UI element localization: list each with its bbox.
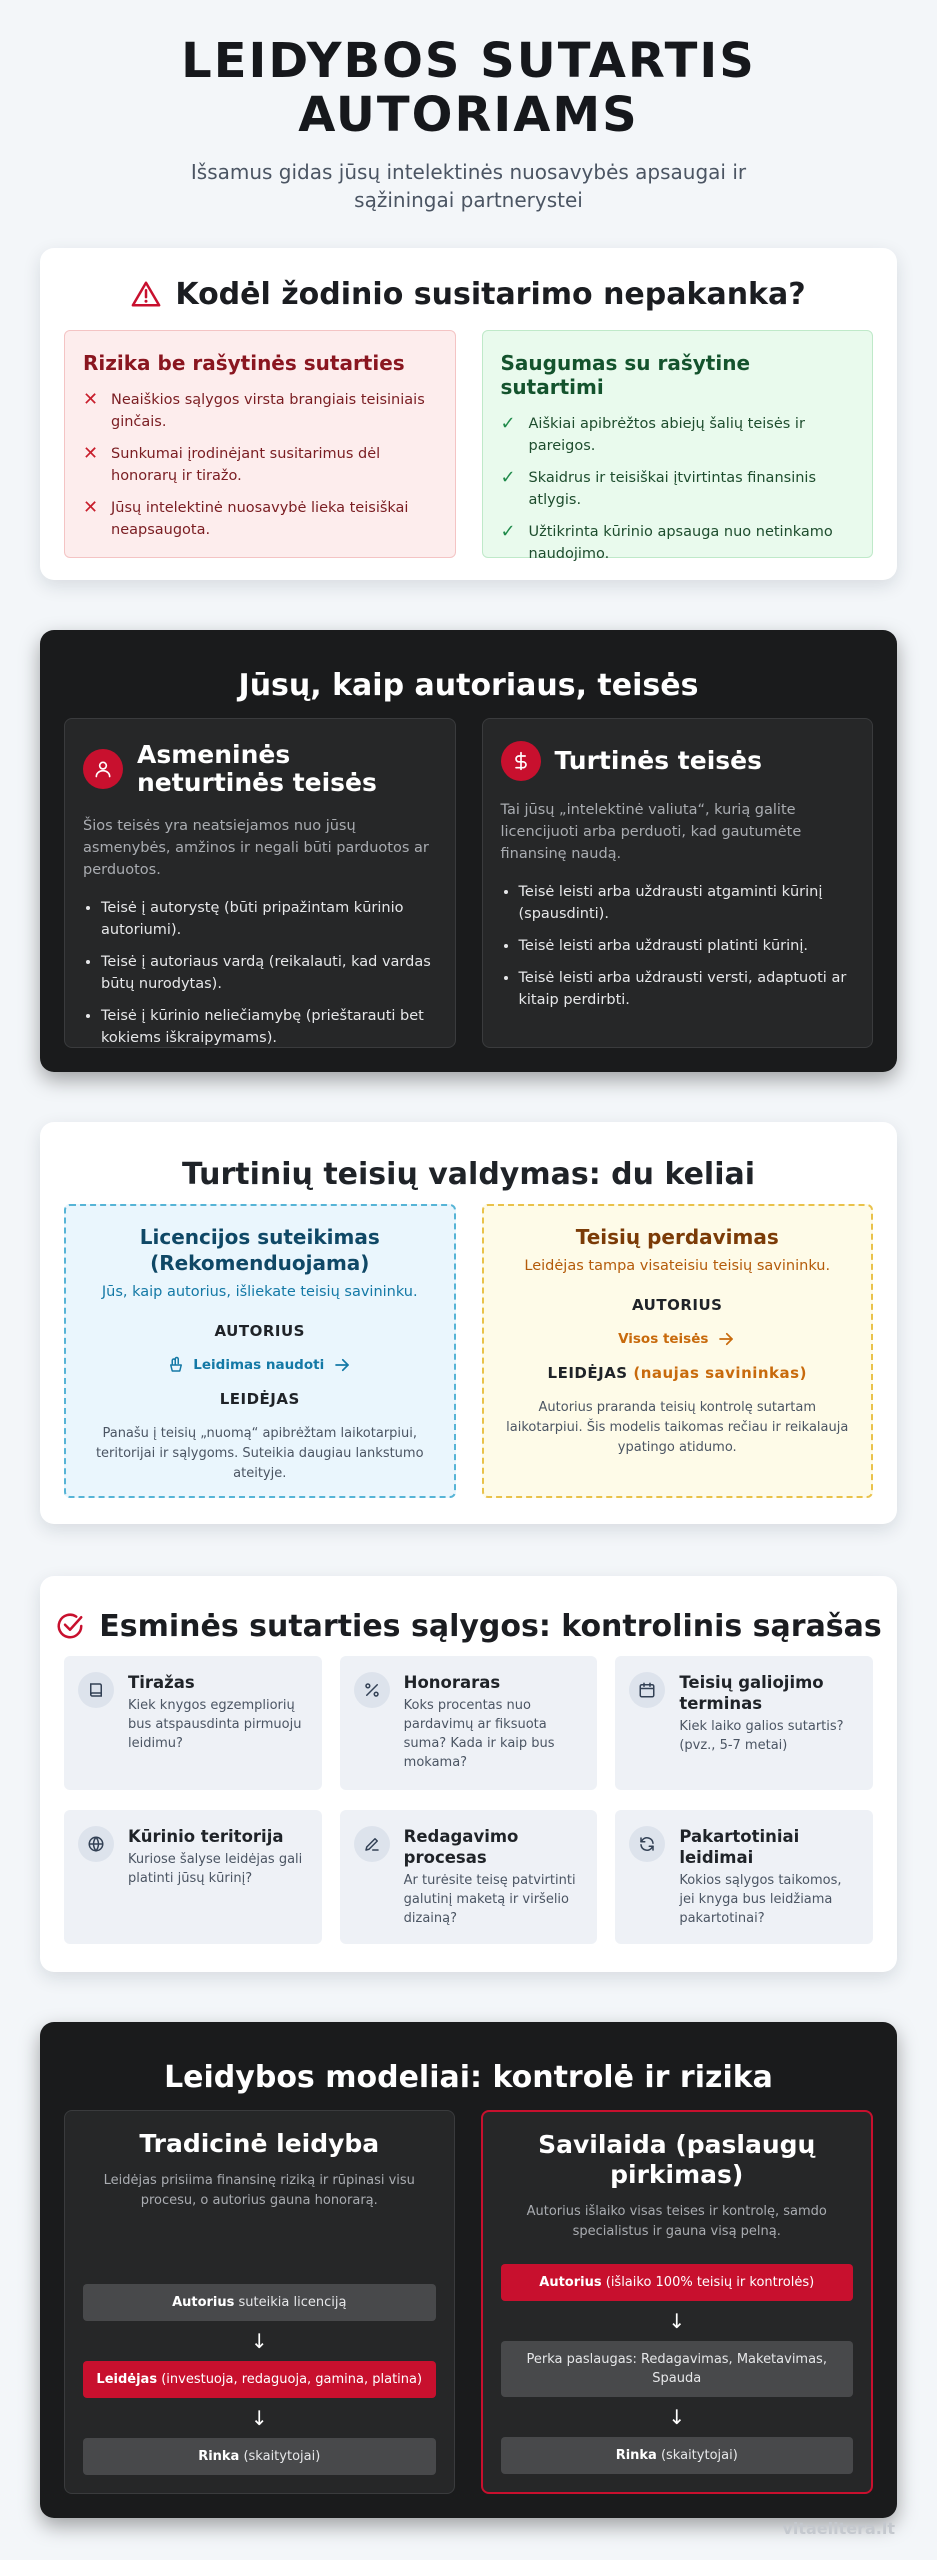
check-icon: ✓ — [500, 521, 516, 542]
self-steps — [501, 2264, 854, 2474]
globe-icon — [78, 1826, 114, 1862]
list-item: ✓ Užtikrinta kūrinio apsauga nuo netinkamo naudojimo. — [501, 521, 855, 565]
risk-section-title — [40, 248, 897, 318]
transfer-to: LEIDĖJAS (naujas savininkas) — [547, 1364, 807, 1382]
page-title: LEIDYBOS SUTARTIS AUTORIAMS — [181, 33, 756, 143]
risk-good-list — [501, 413, 855, 565]
risk-good-title: Saugumas su rašytine sutartimi — [500, 351, 751, 399]
list-item: • Teisė leisti arba uždrausti versti, adaptuoti ar kitaip perdirbti. — [519, 967, 855, 1011]
step-publisher: Leidėjas (investuoja, redaguoja, gamina, platina) — [83, 2361, 436, 2398]
check-icon: ✓ — [500, 467, 516, 488]
traditional-title: Tradicinė leidyba — [139, 2129, 380, 2158]
arrow-down-icon: ↓ — [250, 2406, 268, 2430]
cross-icon: ✕ — [83, 443, 99, 464]
check-circle-icon — [55, 1611, 85, 1641]
economic-rights-desc: Tai jūsų „intelektinė valiuta“, kurią galite licencijuoti arba perduoti, kad gautumėte finansinę naudą. — [500, 802, 802, 862]
risk-without-contract — [64, 330, 456, 558]
license-title: Licencijos suteikimas (Rekomenduojama) — [139, 1225, 380, 1275]
checklist-item — [340, 1810, 598, 1944]
moral-rights-desc: Šios teisės yra neatsiejamos nuo jūsų asmenybės, amžinos ir negali būti parduotos ar perduotos. — [83, 818, 429, 878]
license-subtitle: Jūs, kaip autorius, išliekate teisių savininku. — [101, 1284, 418, 1300]
user-icon — [83, 749, 123, 789]
arrow-down-icon: ↓ — [668, 2405, 686, 2429]
step-author: Autorius (išlaiko 100% teisių ir kontrolės) — [501, 2264, 854, 2301]
risk-bad-list — [83, 389, 437, 541]
rights-columns — [40, 718, 897, 1048]
step-market: Rinka (skaitytojai) — [83, 2438, 436, 2475]
checklist-item — [615, 1656, 873, 1790]
management-section — [40, 1122, 897, 1524]
license-from: AUTORIUS — [214, 1322, 305, 1340]
checklist-item-title: Pakartotiniai leidimai — [679, 1827, 800, 1867]
arrow-down-icon: ↓ — [250, 2329, 268, 2353]
checklist-item — [340, 1656, 598, 1790]
rights-section-title: Jūsų, kaip autoriaus, teisės — [238, 667, 699, 703]
cross-icon: ✕ — [83, 497, 99, 518]
step-author: Autorius suteikia licenciją — [83, 2284, 436, 2321]
checklist-item-title: Teisių galiojimo terminas — [679, 1673, 824, 1713]
checklist-item-title: Tiražas — [128, 1673, 195, 1692]
checklist-title-text: Esminės sutarties sąlygos: kontrolinis sąrašas — [99, 1608, 882, 1644]
traditional-model — [64, 2110, 455, 2494]
checklist-item — [64, 1656, 322, 1790]
license-path — [64, 1204, 456, 1498]
checklist-section-title — [40, 1576, 897, 1656]
warning-icon — [131, 280, 161, 308]
percent-icon — [354, 1672, 390, 1708]
checklist-item-desc: Ar turėsite teisę patvirtinti galutinį maketą ir viršelio dizainą? — [403, 1873, 576, 1926]
transfer-title: Teisių perdavimas — [575, 1225, 779, 1249]
page-subtitle: Išsamus gidas jūsų intelektinės nuosavybės apsaugai ir sąžiningai partnerystei — [190, 160, 747, 212]
hero-header — [40, 0, 897, 245]
checklist-item-title: Kūrinio teritorija — [128, 1827, 284, 1846]
rights-section — [40, 630, 897, 1072]
management-paths — [40, 1204, 897, 1498]
list-item: ✕ Sunkumai įrodinėjant susitarimus dėl honorarų ir tiražo. — [83, 443, 437, 487]
arrow-right-icon — [332, 1356, 352, 1374]
models-columns — [40, 2110, 897, 2494]
moral-rights-title: Asmeninės neturtinės teisės — [137, 740, 377, 797]
checklist-item-desc: Koks procentas nuo pardavimų ar fiksuota suma? Kada ir kaip bus mokama? — [403, 1698, 555, 1770]
transfer-flow-label: Visos teisės — [618, 1331, 709, 1347]
list-item: ✕ Jūsų intelektinė nuosavybė lieka teisiškai neapsaugota. — [83, 497, 437, 541]
checklist-item-desc: Kuriose šalyse leidėjas gali platinti jūsų kūrinį? — [128, 1852, 303, 1886]
checklist-item — [615, 1810, 873, 1944]
risk-title-text: Kodėl žodinio susitarimo nepakanka? — [175, 276, 806, 312]
transfer-new-owner: (naujas savininkas) — [633, 1364, 807, 1382]
checklist-item-desc: Kiek knygos egzempliorių bus atspausdinta pirmuoju leidimu? — [128, 1698, 302, 1751]
transfer-flow — [502, 1330, 854, 1348]
handshake-icon — [167, 1356, 185, 1374]
book-icon — [78, 1672, 114, 1708]
transfer-from: AUTORIUS — [632, 1296, 723, 1314]
dollar-icon — [501, 741, 541, 781]
checklist-item-title: Redagavimo procesas — [403, 1827, 519, 1867]
step-services: Perka paslaugas: Redagavimas, Maketavimas, Spauda — [501, 2341, 854, 2397]
checklist-item-desc: Kiek laiko galios sutartis? (pvz., 5-7 metai) — [679, 1719, 844, 1753]
step-market: Rinka (skaitytojai) — [501, 2437, 854, 2474]
list-item: ✕ Neaiškios sąlygos virsta brangiais teisiniais ginčais. — [83, 389, 437, 433]
risk-comparison — [40, 318, 897, 562]
moral-rights-box — [64, 718, 456, 1048]
list-item: • Teisė į autoriaus vardą (reikalauti, kad vardas būtų nurodytas). — [101, 951, 437, 995]
list-item: • Teisė leisti arba uždrausti atgaminti kūrinį (spausdinti). — [519, 881, 855, 925]
check-icon: ✓ — [500, 413, 516, 434]
economic-rights-list — [501, 881, 855, 1011]
traditional-steps — [83, 2284, 436, 2475]
license-to: LEIDĖJAS — [219, 1390, 300, 1408]
self-title: Savilaida (paslaugų pirkimas) — [538, 2130, 816, 2189]
models-section-title: Leidybos modeliai: kontrolė ir rizika — [164, 2059, 773, 2095]
refresh-icon — [629, 1826, 665, 1862]
risk-with-contract — [482, 330, 874, 562]
self-desc: Autorius išlaiko visas teises ir kontrolę, samdo specialistus ir gauna visą pelną. — [526, 2204, 827, 2239]
transfer-path — [482, 1204, 874, 1498]
checklist-grid — [40, 1656, 897, 1944]
list-item: • Teisė į kūrinio neliečiamybę (prieštarauti bet kokiems iškraipymams). — [101, 1005, 437, 1049]
economic-rights-title: Turtinės teisės — [554, 746, 762, 775]
list-item: ✓ Aiškiai apibrėžtos abiejų šalių teisės ir pareigos. — [501, 413, 855, 457]
calendar-icon — [629, 1672, 665, 1708]
self-publishing-model — [481, 2110, 874, 2494]
risk-section — [40, 248, 897, 580]
models-section — [40, 2022, 897, 2518]
transfer-subtitle: Leidėjas tampa visateisiu teisių savininku. — [524, 1258, 831, 1274]
transfer-note: Autorius praranda teisių kontrolę sutartam laikotarpiui. Šis modelis taikomas rečiau ir reikalauja ypatingo atidumo. — [506, 1400, 849, 1455]
checklist-item — [64, 1810, 322, 1944]
economic-rights-header — [501, 741, 855, 781]
checklist-section — [40, 1576, 897, 1972]
checklist-item-title: Honoraras — [403, 1673, 501, 1692]
list-item: • Teisė į autorystę (būti pripažintam kūrinio autoriumi). — [101, 897, 437, 941]
moral-rights-list — [83, 897, 437, 1049]
traditional-desc: Leidėjas prisiima finansinę riziką ir rūpinasi visu procesu, o autorius gauna honorarą. — [103, 2173, 415, 2208]
arrow-down-icon: ↓ — [668, 2309, 686, 2333]
pen-icon — [354, 1826, 390, 1862]
brand-watermark: vitaelitera.lt — [782, 2519, 895, 2538]
list-item: • Teisė leisti arba uždrausti platinti kūrinį. — [519, 935, 855, 957]
arrow-right-icon — [716, 1330, 736, 1348]
management-section-title: Turtinių teisių valdymas: du keliai — [181, 1156, 756, 1192]
license-flow-label: Leidimas naudoti — [193, 1357, 325, 1373]
economic-rights-box — [482, 718, 874, 1048]
license-note: Panašu į teisių „nuomą“ apibrėžtam laikotarpiui, teritorijai ir sąlygoms. Suteikia daugiau lankstumo ateityje. — [95, 1426, 424, 1481]
cross-icon: ✕ — [83, 389, 99, 410]
license-flow — [84, 1356, 436, 1374]
risk-bad-title: Rizika be rašytinės sutarties — [83, 351, 405, 375]
list-item: ✓ Skaidrus ir teisiškai įtvirtintas finansinis atlygis. — [501, 467, 855, 511]
moral-rights-header — [83, 741, 437, 797]
checklist-item-desc: Kokios sąlygos taikomos, jei knyga bus leidžiama pakartotinai? — [679, 1873, 842, 1926]
